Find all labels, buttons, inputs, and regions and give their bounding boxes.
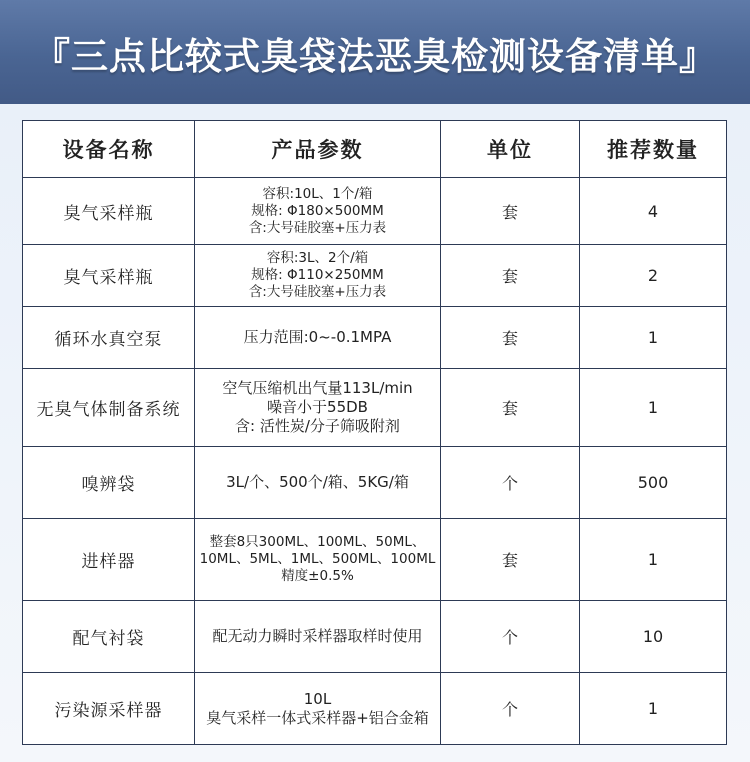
cell-equipment-name: 循环水真空泵 (23, 307, 195, 369)
param-line: 含: 活性炭/分子筛吸附剂 (235, 417, 400, 435)
cell-recommended-qty: 4 (580, 178, 727, 245)
page-title: 『三点比较式臭袋法恶臭检测设备清单』 (33, 35, 717, 78)
param-line: 配无动力瞬时采样器取样时使用 (212, 627, 423, 645)
cell-unit: 套 (441, 307, 580, 369)
param-line: 臭气采样一体式采样器+铝合金箱 (206, 708, 429, 727)
cell-equipment-name: 臭气采样瓶 (23, 178, 195, 245)
table-row (23, 601, 727, 673)
table-row (23, 245, 727, 307)
cell-equipment-name: 配气衬袋 (23, 601, 195, 673)
cell-unit: 套 (441, 245, 580, 307)
param-line: 精度±0.5% (281, 568, 354, 584)
header-name: 设备名称 (23, 121, 195, 178)
cell-product-params (195, 245, 441, 307)
param-line: 整套8只300ML、100ML、50ML、 (209, 534, 426, 550)
cell-equipment-name: 无臭气体制备系统 (23, 369, 195, 447)
param-line: 空气压缩机出气量113L/min (222, 379, 413, 397)
cell-recommended-qty: 1 (580, 673, 727, 745)
table-row (23, 307, 727, 369)
cell-unit: 个 (441, 447, 580, 519)
table-row (23, 519, 727, 601)
param-line: 含:大号硅胶塞+压力表 (248, 219, 387, 236)
header-params: 产品参数 (195, 121, 441, 178)
cell-product-params (195, 601, 441, 673)
param-line: 3L/个、500个/箱、5KG/箱 (226, 473, 409, 491)
cell-product-params (195, 519, 441, 601)
param-line: 10L (303, 689, 332, 708)
table-header-row (23, 121, 727, 178)
cell-unit: 个 (441, 601, 580, 673)
cell-recommended-qty: 500 (580, 447, 727, 519)
equipment-table (22, 120, 727, 745)
cell-unit: 套 (441, 178, 580, 245)
cell-equipment-name: 污染源采样器 (23, 673, 195, 745)
cell-recommended-qty: 1 (580, 307, 727, 369)
param-line: 容积:3L、2个/箱 (266, 250, 369, 266)
param-line: 10ML、5ML、1ML、500ML、100ML (199, 551, 436, 567)
param-line: 噪音小于55DB (267, 398, 368, 416)
param-line: 规格: Φ110×250MM (251, 267, 384, 283)
table-row (23, 673, 727, 745)
table-row (23, 178, 727, 245)
header-qty: 推荐数量 (580, 121, 727, 178)
header-unit: 单位 (441, 121, 580, 178)
cell-unit: 套 (441, 369, 580, 447)
table-row (23, 369, 727, 447)
cell-recommended-qty: 1 (580, 519, 727, 601)
param-line: 含:大号硅胶塞+压力表 (248, 284, 387, 300)
param-line: 容积:10L、1个/箱 (262, 185, 373, 202)
cell-product-params (195, 673, 441, 745)
cell-unit: 套 (441, 519, 580, 601)
cell-recommended-qty: 2 (580, 245, 727, 307)
cell-recommended-qty: 10 (580, 601, 727, 673)
cell-product-params (195, 178, 441, 245)
table-body (23, 178, 727, 745)
cell-recommended-qty: 1 (580, 369, 727, 447)
cell-unit: 个 (441, 673, 580, 745)
cell-product-params (195, 369, 441, 447)
cell-product-params (195, 307, 441, 369)
cell-equipment-name: 臭气采样瓶 (23, 245, 195, 307)
table-row (23, 447, 727, 519)
title-banner (0, 0, 750, 104)
cell-equipment-name: 嗅辨袋 (23, 447, 195, 519)
cell-product-params (195, 447, 441, 519)
param-line: 规格: Φ180×500MM (251, 202, 384, 219)
param-line: 压力范围:0~-0.1MPA (243, 328, 392, 346)
cell-equipment-name: 进样器 (23, 519, 195, 601)
